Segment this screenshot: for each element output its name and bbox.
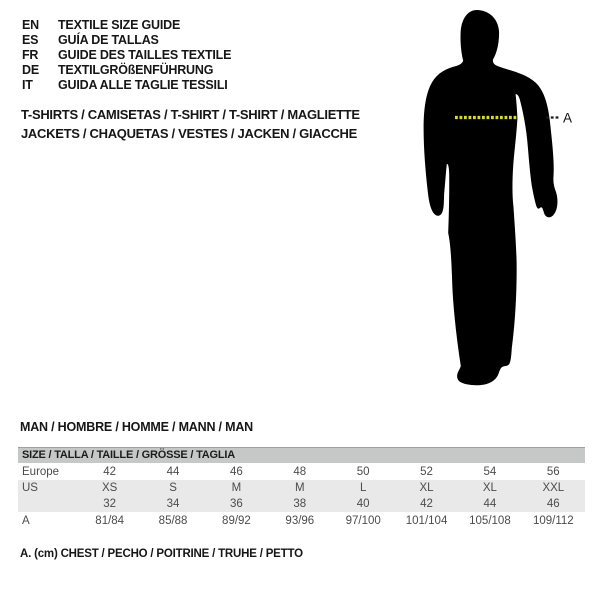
size-cell: 54 — [483, 465, 497, 478]
man-silhouette-svg — [415, 0, 600, 400]
section-heading-man: MAN / HOMBRE / HOMME / MANN / MAN — [20, 420, 253, 434]
language-row-it — [22, 78, 231, 93]
language-label: GUIDE DES TAILLES TEXTILE — [58, 48, 232, 62]
size-cell: 89/92 — [222, 514, 251, 527]
size-cell: XL — [482, 482, 497, 494]
size-cell: M — [231, 482, 242, 494]
language-label: TEXTILE SIZE GUIDE — [58, 18, 181, 32]
size-cell: 101/104 — [405, 514, 448, 527]
language-row-es — [22, 33, 231, 48]
row-label: US — [22, 482, 38, 494]
size-cell: 44 — [166, 465, 180, 478]
size-cell: 40 — [356, 498, 370, 510]
size-cell: 105/108 — [469, 514, 511, 527]
language-code: IT — [22, 78, 33, 92]
size-table — [18, 447, 585, 529]
size-cell: 46 — [546, 498, 560, 510]
man-silhouette-figure — [415, 0, 600, 400]
size-cell: 44 — [483, 498, 497, 510]
category-lines — [21, 106, 360, 143]
size-table-row-us-numeric — [18, 496, 585, 512]
language-list — [22, 18, 231, 93]
size-cell: 109/112 — [532, 514, 574, 527]
language-code: ES — [22, 33, 39, 47]
row-label: A — [22, 514, 30, 527]
size-cell: 32 — [103, 498, 117, 510]
language-label: GUÍA DE TALLAS — [58, 33, 159, 47]
category-line-jackets: JACKETS / CHAQUETAS / VESTES / JACKEN / GIACCHE — [21, 125, 357, 141]
size-cell: 42 — [420, 498, 433, 510]
size-cell: 38 — [293, 498, 307, 510]
language-row-de — [22, 63, 231, 78]
language-code: FR — [22, 48, 39, 62]
size-table-row-us — [18, 480, 585, 496]
size-cell: 36 — [230, 498, 243, 510]
size-table-header: SIZE / TALLA / TAILLE / GRÖSSE / TAGLIA — [18, 447, 585, 463]
man-silhouette-body — [424, 10, 558, 385]
size-cell: 56 — [546, 465, 560, 478]
language-row-fr — [22, 48, 231, 63]
size-cell: 52 — [420, 465, 433, 478]
size-table-row-a — [18, 512, 585, 529]
size-cell: 48 — [293, 465, 307, 478]
size-cell: 34 — [166, 498, 180, 510]
size-cell: 46 — [230, 465, 243, 478]
size-cell: 81/84 — [95, 514, 125, 527]
language-code: EN — [22, 18, 39, 32]
measurement-a-label: A — [563, 110, 573, 126]
size-cell: S — [169, 482, 177, 494]
language-label: TEXTILGRÖßENFÜHRUNG — [58, 63, 214, 77]
size-table-body — [18, 463, 585, 529]
size-cell: L — [359, 482, 367, 494]
size-cell: XS — [102, 482, 118, 494]
size-cell: XXL — [542, 482, 565, 494]
size-cell: 85/88 — [158, 514, 188, 527]
size-cell: 50 — [356, 465, 370, 478]
size-cell: M — [295, 482, 305, 494]
row-label: Europe — [22, 465, 60, 478]
size-cell: 42 — [103, 465, 117, 478]
size-cell: 97/100 — [345, 514, 381, 527]
size-cell: 93/96 — [285, 514, 315, 527]
language-code: DE — [22, 63, 39, 77]
chest-footnote: A. (cm) CHEST / PECHO / POITRINE / TRUHE / PETTO — [20, 548, 303, 560]
size-cell: XL — [419, 482, 434, 494]
size-table-row-europe — [18, 463, 585, 480]
language-label: GUIDA ALLE TAGLIE TESSILI — [58, 78, 228, 92]
category-line-tshirts: T-SHIRTS / CAMISETAS / T-SHIRT / T-SHIRT / MAGLIETTE — [21, 107, 360, 122]
language-row-en — [22, 18, 231, 33]
